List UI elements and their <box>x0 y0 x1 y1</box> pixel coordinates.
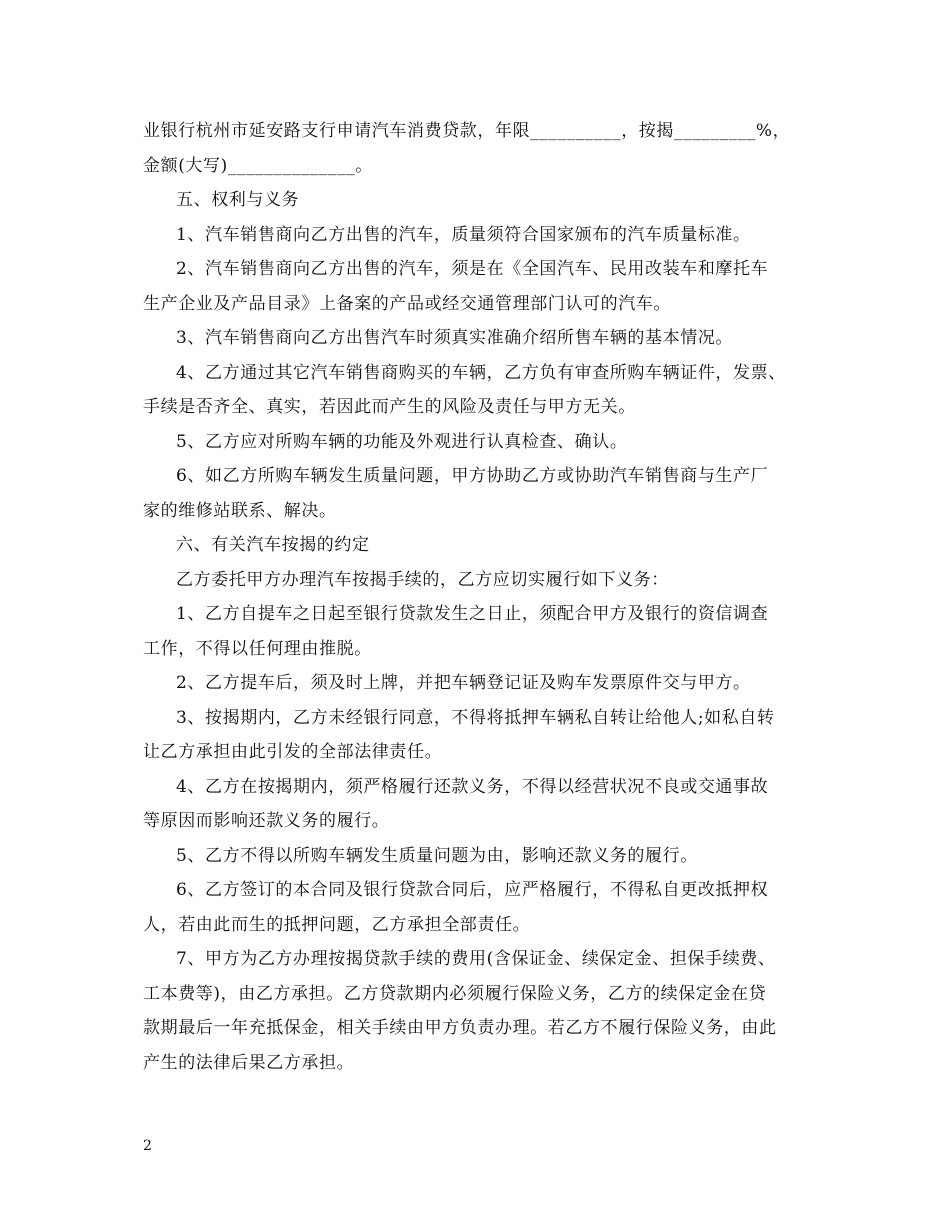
text-line: 乙方委托甲方办理汽车按揭手续的，乙方应切实履行如下义务： <box>176 569 669 590</box>
text-line: 4、乙方在按揭期内，须严格履行还款义务，不得以经营状况不良或交通事故 <box>176 776 769 797</box>
text-line: 1、乙方自提车之日起至银行贷款发生之日止，须配合甲方及银行的资信调查 <box>176 604 769 624</box>
text-line: 让乙方承担由此引发的全部法律责任。 <box>143 742 443 762</box>
section-heading: 五、权利与义务 <box>176 190 300 210</box>
text-line: 6、乙方签订的本合同及银行贷款合同后，应严格履行，不得私自更改抵押权 <box>176 880 769 900</box>
document-body <box>143 114 815 1080</box>
text-line: 业银行杭州市延安路支行申请汽车消费贷款，年限__________，按揭_________%， <box>143 121 791 141</box>
text-line: 手续是否齐全、真实，若因此而产生的风险及责任与甲方无关。 <box>143 397 636 417</box>
text-line: 6、如乙方所购车辆发生质量问题，甲方协助乙方或协助汽车销售商与生产厂 <box>176 466 769 486</box>
text-line: 2、乙方提车后，须及时上牌，并把车辆登记证及购车发票原件交与甲方。 <box>176 673 751 693</box>
text-line: 7、甲方为乙方办理按揭贷款手续的费用(含保证金、续保定金、担保手续费、 <box>176 949 776 969</box>
text-line: 家的维修站联系、解决。 <box>143 500 337 521</box>
text-line: 工本费等)，由乙方承担。乙方贷款期内必须履行保险义务，乙方的续保定金在贷 <box>143 983 767 1004</box>
text-line: 生产企业及产品目录》上备案的产品或经交通管理部门认可的汽车。 <box>143 293 671 314</box>
text-line: 2、汽车销售商向乙方出售的汽车，须是在《全国汽车、民用改装车和摩托车 <box>176 259 769 279</box>
text-line: 1、汽车销售商向乙方出售的汽车，质量须符合国家颁布的汽车质量标准。 <box>176 224 751 245</box>
text-line: 金额(大写)______________。 <box>143 155 373 176</box>
text-line: 3、按揭期内，乙方未经银行同意，不得将抵押车辆私自转让给他人;如私自转 <box>176 707 775 728</box>
text-line: 5、乙方不得以所购车辆发生质量问题为由，影响还款义务的履行。 <box>176 845 698 866</box>
section-heading: 六、有关汽车按揭的约定 <box>176 535 370 555</box>
text-line: 款期最后一年充抵保金，相关手续由甲方负责办理。若乙方不履行保险义务，由此 <box>143 1018 777 1038</box>
text-line: 人，若由此而生的抵押问题，乙方承担全部责任。 <box>143 914 531 935</box>
page-number: 2 <box>143 1138 152 1154</box>
text-line: 5、乙方应对所购车辆的功能及外观进行认真检查、确认。 <box>176 431 628 452</box>
text-line: 产生的法律后果乙方承担。 <box>143 1052 355 1073</box>
text-line: 工作，不得以任何理由推脱。 <box>143 638 372 659</box>
text-line: 4、乙方通过其它汽车销售商购买的车辆，乙方负有审查所购车辆证件，发票、 <box>176 362 786 383</box>
text-line: 等原因而影响还款义务的履行。 <box>143 811 390 831</box>
text-line: 3、汽车销售商向乙方出售汽车时须真实准确介绍所售车辆的基本情况。 <box>176 328 734 348</box>
